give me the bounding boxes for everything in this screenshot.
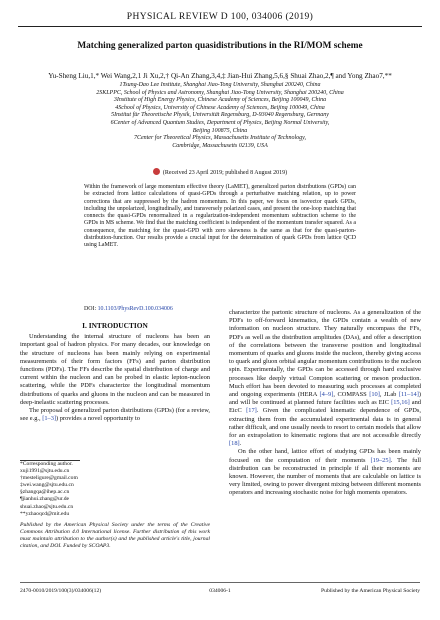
affiliation: 5Institut für Theoretische Physik, Universität Regensburg, D-93040 Regensburg, Germany: [111, 112, 329, 119]
paragraph: Understanding the internal structure of nucleons has been an important goal of hadron physics. For many decades, our knowledge on the structure of nucleons has been mainly relying on experimental measurements of their form factors (FFs) and parton distribution functions (PDFs). The FFs describe the spatial distribution of charge and current within the nucleon and can be probed in elastic lepton-nucleon scattering, while the PDFs characterize the longitudinal momentum distributions of quarks and gluons in the nucleon and can be measured in deep-inelastic scattering processes.: [20, 333, 210, 406]
text: .: [239, 440, 242, 448]
text: , JLab: [379, 391, 397, 399]
citation-link[interactable]: [18]: [229, 440, 240, 448]
affiliation: 7Center for Theoretical Physics, Massachusetts Institute of Technology,: [133, 135, 307, 142]
author-list: Yu-Sheng Liu,1,* Wei Wang,2,1 Ji Xu,2,† Qi-An Zhang,3,4,‡ Jian-Hui Zhang,5,6,§ Shuai Zhao,2,¶ and Yong Zhao7,**: [48, 72, 392, 80]
paragraph: [229, 448, 421, 497]
citation-link[interactable]: [17]: [246, 407, 257, 415]
footnote-email[interactable]: xuji1991@sjtu.edu.cn: [20, 468, 70, 475]
left-column: [20, 322, 210, 423]
header-rule: [18, 26, 422, 27]
affiliation: Cambridge, Massachusetts 02139, USA: [172, 142, 268, 149]
affiliation: 6Center of Advanced Quantum Studies, Department of Physics, Beijing Normal University,: [110, 119, 330, 126]
text: ) provides a novel opportunity to: [56, 415, 140, 423]
text: , COMPASS: [333, 391, 367, 399]
citation-link[interactable]: [15,16]: [391, 399, 410, 407]
citation-link[interactable]: [19–25]: [370, 456, 391, 464]
footnote-email[interactable]: §zhangqa@ihep.ac.cn: [20, 489, 70, 496]
footer-rule: [20, 582, 420, 583]
text: characterize the partonic structure of nucleons. As a generalization of the PDFs to off-forward kinematics, the GPDs contain a wealth of new information on nucleon structure. They naturally encompass the FFs, PDFs as well as the distribution amplitudes (DAs), and offer a description of the correlations between the transverse position and longitudinal momentum of quarks and gluons inside the nucleon, thereby giving access to quark and gluon orbital angular momentum contributions to the nucleon spin. Experimentally, the GPDs can be accessed through hard exclusive processes like deeply virtual Compton scattering or meson production. Much effort has been devoted to measuring such processes at completed and ongoing experiments (HERA: [229, 309, 421, 399]
affiliations: [30, 82, 410, 150]
footnote-email[interactable]: shuai.zhao@sjtu.edu.cn: [20, 503, 74, 510]
paper-title: Matching generalized parton quasidistributions in the RI/MOM scheme: [77, 41, 363, 51]
affiliation: 1Tsung-Dao Lee Institute, Shanghai Jiao-Tong University, Shanghai 200240, China: [119, 82, 321, 88]
footer-publisher: Published by the American Physical Society: [321, 588, 420, 594]
affiliation: 2SKLPPC, School of Physics and Astronomy, Shanghai Jiao-Tong University, Shanghai 200240, China: [96, 89, 344, 96]
footnotes: [20, 461, 210, 518]
text: On the other hand, lattice effort of studying GPDs has been mainly focused on the computation of their moments: [229, 448, 421, 464]
affiliation: Beijing 100875, China: [192, 127, 248, 134]
text: . Given the complicated kinematic dependence of GPDs, extracting them from the accumulated experimental data is in general rather difficult, and one usually needs to resort to certain models that allow for an extrapolation to kinematic regions that are not accessible directly: [229, 407, 421, 440]
doi-prefix: DOI:: [84, 306, 97, 312]
footnote-email[interactable]: †mesteligure@gmail.com: [20, 475, 78, 482]
affiliation: 4School of Physics, University of Chinese Academy of Sciences, Beijing 100049, China: [115, 104, 325, 111]
abstract: Within the framework of large momentum effective theory (LaMET), generalized parton distributions (GPDs) can be extracted from lattice calculations of quasi-GPDs through a perturbative matching relation, up to power corrections that are suppressed by the hadron momentum. In this paper, we focus on isovector quark GPDs, including the unpolarized, longitudinally, and transversely polarized cases, and present the one-loop matching that connects the quasi-GPDs renormalized in a regularization-independent momentum subtraction scheme to the GPDs in MS scheme. We find that the matching coefficient is independent of the momentum transfer squared. As a consequence, the matching for the quasi-GPD with zero skewness is the same as that for the quasi-parton-distribution-function. Our results provide a crucial input for the determination of quark GPDs from lattice QCD using LaMET.: [84, 184, 356, 249]
citation-link[interactable]: [10]: [369, 391, 380, 399]
footnote-email[interactable]: ‡wei.wang@sjtu.edu.cn: [20, 482, 74, 489]
affiliation: 3Institute of High Energy Physics, Chinese Academy of Sciences, Beijing 100049, China: [113, 97, 327, 104]
text: and EicC: [229, 399, 422, 415]
doi-link[interactable]: 10.1103/PhysRevD.100.034006: [97, 306, 173, 312]
right-column: [229, 309, 421, 498]
footnote: *Corresponding author.: [20, 461, 73, 467]
section-title: I. INTRODUCTION: [82, 321, 148, 330]
publication-notice: Published by the American Physical Society under the terms of the Creative Commons Attribution 4.0 International license. Further distribution of this work must maintain attribution to the author(s) and the published article's title, journal citation, and DOI. Funded by SCOAP3.: [20, 522, 210, 549]
received-dates: [20, 168, 420, 176]
footnote-email[interactable]: **yzhaoqcd@mit.edu: [20, 510, 70, 517]
footnote-email[interactable]: ¶jianhui.zhang@ur.de: [20, 496, 70, 503]
check-for-updates-icon[interactable]: [153, 168, 160, 175]
text: . The full distribution can be reconstructed in principle if all their moments are known. However, the number of moments that are calculable on lattice is very limited, owing to power divergent mixing between different moments operators and increasing stochastic noise for high moments operators.: [229, 456, 421, 497]
citation-link[interactable]: [4–9]: [319, 391, 334, 399]
paragraph: [20, 407, 210, 423]
citation-link[interactable]: [1–3]: [42, 415, 57, 423]
paragraph: [229, 309, 421, 448]
citation-link[interactable]: [11–14]: [398, 391, 419, 399]
received-text: (Received 23 April 2019; published 8 August 2019): [162, 170, 288, 176]
footer-page-number: 034006-1: [209, 588, 231, 594]
text: The proposal of generalized parton distributions (GPDs) (for a review, see e.g.,: [20, 407, 210, 423]
text: ) and will be continued at planned future facilities such as EIC: [229, 391, 421, 407]
journal-header: PHYSICAL REVIEW D 100, 034006 (2019): [126, 12, 314, 22]
footer-issn: 2470-0010/2019/100(3)/034006(12): [20, 588, 102, 594]
